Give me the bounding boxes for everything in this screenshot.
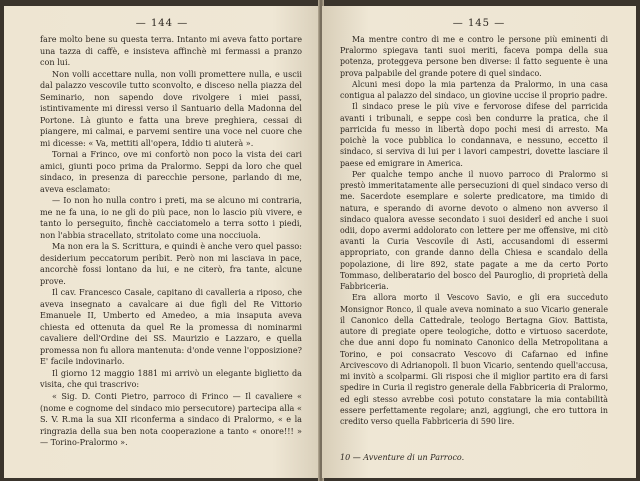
paragraph: Tornai a Frinco, ove mi confortò non poco la vista dei cari amici, giunti poco prima da Pralormo. Seppi da loro che quel sindaco, in presenza di parecchie persone, parlando di me, aveva esclamato: [40,149,302,194]
left-page-number: — 144 — [135,18,189,29]
paragraph: Non volli accettare nulla, non volli promettere nulla, e uscii dal palazzo vescovile tutto sconvolto, e disceso nella piazza del Seminario, non sapendo dove rivolgere i miei passi, istintivamente mi diressi verso il Santuario della Madonna del Portone. Là giunto e fatta una breve preghiera, cessai di piangere, mi calmai, e parvemi sentire una voce nel cuore che mi dicesse: « Va, mettiti all'opera, Iddio ti aiuterà ». [40,68,302,148]
right-page-number: — 145 — [452,18,506,29]
paragraph: Il cav. Francesco Casale, capitano di cavalleria a riposo, che aveva insegnato a cavalcare ai due figli del Re Vittorio Emanuele II, Umberto ed Amedeo, a mia insaputa aveva chiesta ed ottenuta da quel Re la promessa di nominarmi cavaliere dell'Ordine dei SS. Maurizio e Lazzaro, e quella promessa non fu allora mantenuta: d'onde venne l'opposizione? E' facile indovinarlo. [40,287,302,367]
left-page [4,6,320,478]
quote-paragraph: « Sig. D. Conti Pietro, parroco di Frinco — Il cavaliere « (nome e cognome del sindaco mio persecutore) partecipa alla « S. V. R.ma la sua XII riconferma a sindaco di Pralormo, « e la ringrazia della sua ben nota cooperazione a tanto « onore!!! » — Torino-Pralormo ». [40,390,302,448]
right-page-text [340,34,608,427]
left-page-text [40,34,302,449]
paragraph: Alcuni mesi dopo la mia partenza da Pralormo, in una casa contigua al palazzo del sindaco, un giovine uccise il proprio padre. [340,79,608,101]
paragraph: Il giorno 12 maggio 1881 mi arrivò un elegante biglietto da visita, che qui trascrivo: [40,367,302,390]
paragraph: — Io non ho nulla contro i preti, ma se alcuno mi contraria, me ne fa una, io ne gli do più pace, non lo lascio più vivere, e tanto lo perseguito, finchè cacciatomelo a terra sotto i piedi, non l'abbia stracellato, stritolato come una nocciuola. [40,195,302,240]
paragraph: Il sindaco prese le più vive e fervorose difese del parricida avanti i tribunali, e seppe così ben condurre la pratica, che il parricida fu messo in libertà dopo pochi mesi di arresto. Ma poichè la voce pubblica lo condannava, e nessuno, eccetto il sindaco, si serviva di lui per i lavori campestri, dovette lasciare il paese ed emigrare in America. [340,102,608,168]
page-footer: 10 — Avventure di un Parroco. [340,453,465,462]
paragraph: Ma non era la S. Scrittura, e quindi è anche vero quel passo: desiderium peccatorum peribit. Però non mi lasciava in pace, ancorchè fossi lontano da lui, e ne citerò, fra tante, alcune prove. [40,241,302,286]
paragraph: Ma mentre contro di me e contro le persone più eminenti di Pralormo spiegava tanti suoi meriti, faceva pompa della sua potenza, proteggeva persone ben diverse: il fatto seguente è una prova palpabile del grande potere di quel sindaco. [340,35,608,78]
paragraph: Era allora morto il Vescovo Savio, e gli era succeduto Monsignor Ronco, il quale aveva nominato a suo Vicario generale il Canonico della Cattedrale, teologo Bertagna Giov. Battista, autore di pregiate opere teologiche, dotto e virtuoso sacerdote, che due anni dopo fu nominato Canonico della Metropolitana a Torino, e poi consacrato Vescovo di Cafarnao ed infine Arcivescovo di Adrianopoli. Il buon Vicario, sentendo quell'accusa, mi invitò a scolparmi. Gli risposi che il miglior partito era di farsi spedire in Curia il registro generale della Fabbriceria di Pralormo, ed egli stesso avrebbe così potuto constatare la mia contabilità essere perfettamente regolare; anzi, aggiungi, che ero tuttora in credito verso quella Fabbriceria di 590 lire. [340,293,608,426]
paragraph: fare molto bene su questa terra. Intanto mi aveva fatto portare una tazza di caffè, e insisteva affinchè mi fermassi a pranzo con lui. [40,34,302,68]
paragraph: Per qualche tempo anche il nuovo parroco di Pralormo si prestò immeritatamente alle persecuzioni di quel sindaco verso di me. Sacerdote esemplare e solerte predicatore, ma timido di natura, e sperando di avorne devoto o almeno non avverso il sindaco qualora avesse secondato i suoi desiderî ed anche i suoi odii, dopo avermi addolorato con lettere per me offensive, mi citò avanti la Curia Vescovile di Asti, accusandomi di essermi appropriato, con grande danno della Chiesa e scandalo della popolazione, di lire 892, state pagate a me da certo Porto Tommaso, deliberatario del bosco del Pauroglio, di proprietà della Fabbriceria. [340,169,608,292]
right-page [322,6,636,478]
